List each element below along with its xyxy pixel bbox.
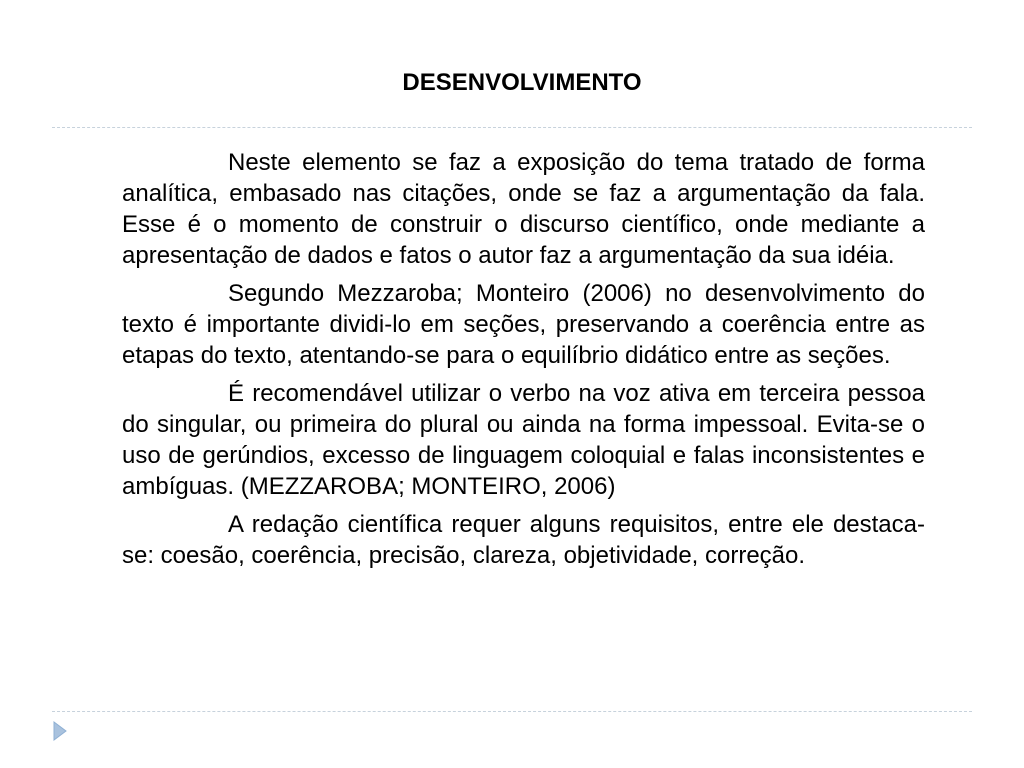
paragraph-1: Neste elemento se faz a exposição do tema tratado de forma analítica, embasado nas citações, onde se faz a argumentação da fala. Esse é o momento de construir o discurso científico, onde mediante a apresentação de dados e fatos o autor faz a argumentação da sua idéia.	[122, 149, 925, 269]
slide-body	[122, 147, 925, 578]
slide-title: DESENVOLVIMENTO	[402, 69, 642, 96]
paragraph-4: A redação científica requer alguns requisitos, entre ele destaca-se: coesão, coerência, precisão, clareza, objetividade, correção.	[122, 511, 925, 569]
play-triangle-icon[interactable]	[52, 720, 68, 742]
paragraph-2: Segundo Mezzaroba; Monteiro (2006) no desenvolvimento do texto é importante dividi-lo em seções, preservando a coerência entre as etapas do texto, atentando-se para o equilíbrio didático entre as seções.	[122, 280, 925, 369]
bottom-divider	[52, 711, 972, 712]
top-divider	[52, 127, 972, 128]
paragraph-3: É recomendável utilizar o verbo na voz ativa em terceira pessoa do singular, ou primeira do plural ou ainda na forma impessoal. Evita-se o uso de gerúndios, excesso de linguagem coloquial e falas inconsistentes e ambíguas. (MEZZAROBA; MONTEIRO, 2006)	[122, 380, 925, 500]
